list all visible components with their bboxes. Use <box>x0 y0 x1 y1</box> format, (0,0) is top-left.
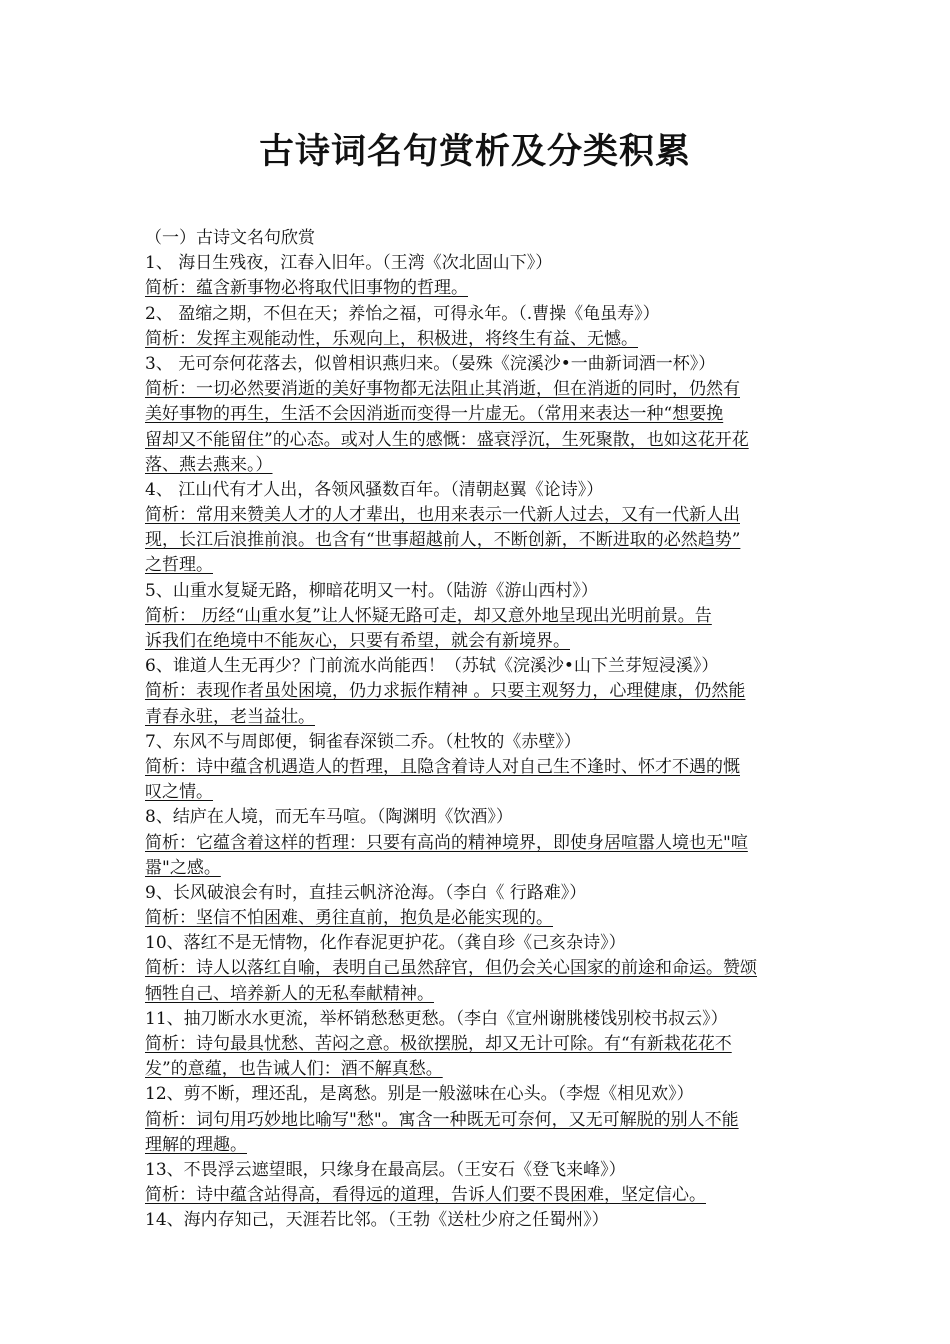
analysis-line <box>145 402 815 427</box>
analysis-line <box>145 553 815 578</box>
analysis-line <box>145 856 815 881</box>
analysis-line <box>145 1032 815 1057</box>
line-text: 青春永驻，老当益壮。 <box>145 706 315 727</box>
poem-line <box>145 931 815 956</box>
poem-line <box>145 1082 815 1107</box>
line-text: 14、海内存知己，天涯若比邻。（王勃《送杜少府之任蜀州》） <box>145 1210 609 1231</box>
line-text: 4、 江山代有才人出，各领风骚数百年。（清朝赵翼《论诗》） <box>145 479 604 500</box>
analysis-line <box>145 629 815 654</box>
analysis-line <box>145 831 815 856</box>
analysis-line <box>145 453 815 478</box>
document-body <box>145 226 815 1234</box>
line-text: 5、山重水复疑无路，柳暗花明又一村。（陆游《游山西村》） <box>145 580 598 601</box>
line-text: 11、抽刀断水水更流，举杯销愁愁更愁。（李白《宣州谢朓楼饯别校书叔云》） <box>145 1008 728 1029</box>
document-title: 古诗词名句赏析及分类积累 <box>258 131 691 172</box>
poem-line <box>145 881 815 906</box>
poem-line <box>145 302 815 327</box>
line-text: 简析：诗中蕴含站得高，看得远的道理，告诉人们要不畏困难，坚定信心。 <box>145 1185 706 1206</box>
line-text: 发”的意蕴，也告诫人们：酒不解真愁。 <box>145 1059 443 1080</box>
poem-line <box>145 226 815 251</box>
analysis-line <box>145 503 815 528</box>
poem-line <box>145 579 815 604</box>
analysis-line <box>145 1108 815 1133</box>
line-text: （一）古诗文名句欣赏 <box>145 228 315 248</box>
line-text: 简析：它蕴含着这样的哲理：只要有高尚的精神境界，即使身居喧嚣人境也无"喧 <box>145 832 748 853</box>
line-text: 落、燕去燕来。） <box>145 454 273 475</box>
line-text: 3、 无可奈何花落去，似曾相识燕归来。（晏殊《浣溪沙•一曲新词酒一杯》） <box>145 353 716 374</box>
line-text: 简析：诗人以落红自喻，表明自己虽然辞官，但仍会关心国家的前途和命运。赞颂 <box>145 958 757 979</box>
line-text: 简析：诗中蕴含机遇造人的哲理，且隐含着诗人对自己生不逢时、怀才不遇的慨 <box>145 756 740 777</box>
poem-line <box>145 654 815 679</box>
analysis-line <box>145 1057 815 1082</box>
poem-line <box>145 1007 815 1032</box>
analysis-line <box>145 755 815 780</box>
line-text: 嚣"之感。 <box>145 857 221 878</box>
poem-line <box>145 251 815 276</box>
line-text: 现，长江后浪推前浪。也含有“世事超越前人，不断创新，不断进取的必然趋势” <box>145 530 741 551</box>
line-text: 简析：发挥主观能动性，乐观向上，积极进，将终生有益、无憾。 <box>145 328 638 349</box>
line-text: 简析：蕴含新事物必将取代旧事物的哲理。 <box>145 278 468 299</box>
analysis-line <box>145 604 815 629</box>
line-text: 简析：常用来赞美人才的人才辈出，也用来表示一代新人过去，又有一代新人出 <box>145 505 740 526</box>
poem-line <box>145 478 815 503</box>
line-text: 简析：表现作者虽处困境，仍力求振作精神 。只要主观努力，心理健康，仍然能 <box>145 681 746 702</box>
line-text: 12、剪不断，理还乱，是离愁。别是一般滋味在心头。（李煜《相见欢》） <box>145 1084 694 1105</box>
line-text: 留却又不能留住”的心态。或对人生的感慨：盛衰浮沉，生死聚散，也如这花开花 <box>145 429 749 450</box>
analysis-line <box>145 1133 815 1158</box>
line-text: 简析： 历经“山重水复”让人怀疑无路可走，却又意外地呈现出光明前景。告 <box>145 605 712 626</box>
line-text: 理解的理趣。 <box>145 1134 247 1155</box>
line-text: 美好事物的再生，生活不会因消逝而变得一片虚无。（常用来表达一种“想要挽 <box>145 404 724 425</box>
line-text: 6、谁道人生无再少？门前流水尚能西！（苏轼《浣溪沙•山下兰芽短浸溪》） <box>145 656 719 677</box>
line-text: 简析：一切必然要消逝的美好事物都无法阻止其消逝，但在消逝的同时，仍然有 <box>145 379 740 400</box>
line-text: 13、不畏浮云遮望眼，只缘身在最高层。（王安石《登飞来峰》） <box>145 1159 626 1180</box>
analysis-line <box>145 1183 815 1208</box>
analysis-line <box>145 906 815 931</box>
analysis-line <box>145 679 815 704</box>
line-text: 简析：坚信不怕困难、勇往直前，抱负是必能实现的。 <box>145 908 553 929</box>
poem-line <box>145 805 815 830</box>
line-text: 9、长风破浪会有时，直挂云帆济沧海。（李白《 行路难》） <box>145 882 587 903</box>
line-text: 10、落红不是无情物，化作春泥更护花。（龚自珍《己亥杂诗》） <box>145 933 626 954</box>
analysis-line <box>145 956 815 981</box>
line-text: 牺牲自己、培养新人的无私奉献精神。 <box>145 983 434 1004</box>
line-text: 1、 海日生残夜，江春入旧年。（王湾《次北固山下》） <box>145 253 553 274</box>
poem-line <box>145 1208 815 1233</box>
analysis-line <box>145 528 815 553</box>
line-text: 简析：诗句最具忧愁、苦闷之意。极欲摆脱，却又无计可除。有“有新栽花花不 <box>145 1034 732 1054</box>
line-text: 之哲理。 <box>145 555 213 576</box>
analysis-line <box>145 327 815 352</box>
line-text: 诉我们在绝境中不能灰心，只要有希望，就会有新境界。 <box>145 631 570 651</box>
line-text: 2、 盈缩之期，不但在天；养怡之福，可得永年。（.曹操《龟虽寿》） <box>145 303 660 324</box>
analysis-line <box>145 428 815 453</box>
poem-line <box>145 352 815 377</box>
analysis-line <box>145 780 815 805</box>
analysis-line <box>145 705 815 730</box>
poem-line <box>145 1158 815 1183</box>
analysis-line <box>145 982 815 1007</box>
line-text: 简析：词句用巧妙地比喻写"愁"。寓含一种既无可奈何，又无可解脱的别人不能 <box>145 1109 739 1130</box>
analysis-line <box>145 276 815 301</box>
line-text: 叹之情。 <box>145 782 213 803</box>
line-text: 8、结庐在人境，而无车马喧。（陶渊明《饮酒》） <box>145 807 513 828</box>
poem-line <box>145 730 815 755</box>
analysis-line <box>145 377 815 402</box>
line-text: 7、东风不与周郎便，铜雀春深锁二乔。（杜牧的《赤壁》） <box>145 731 581 752</box>
